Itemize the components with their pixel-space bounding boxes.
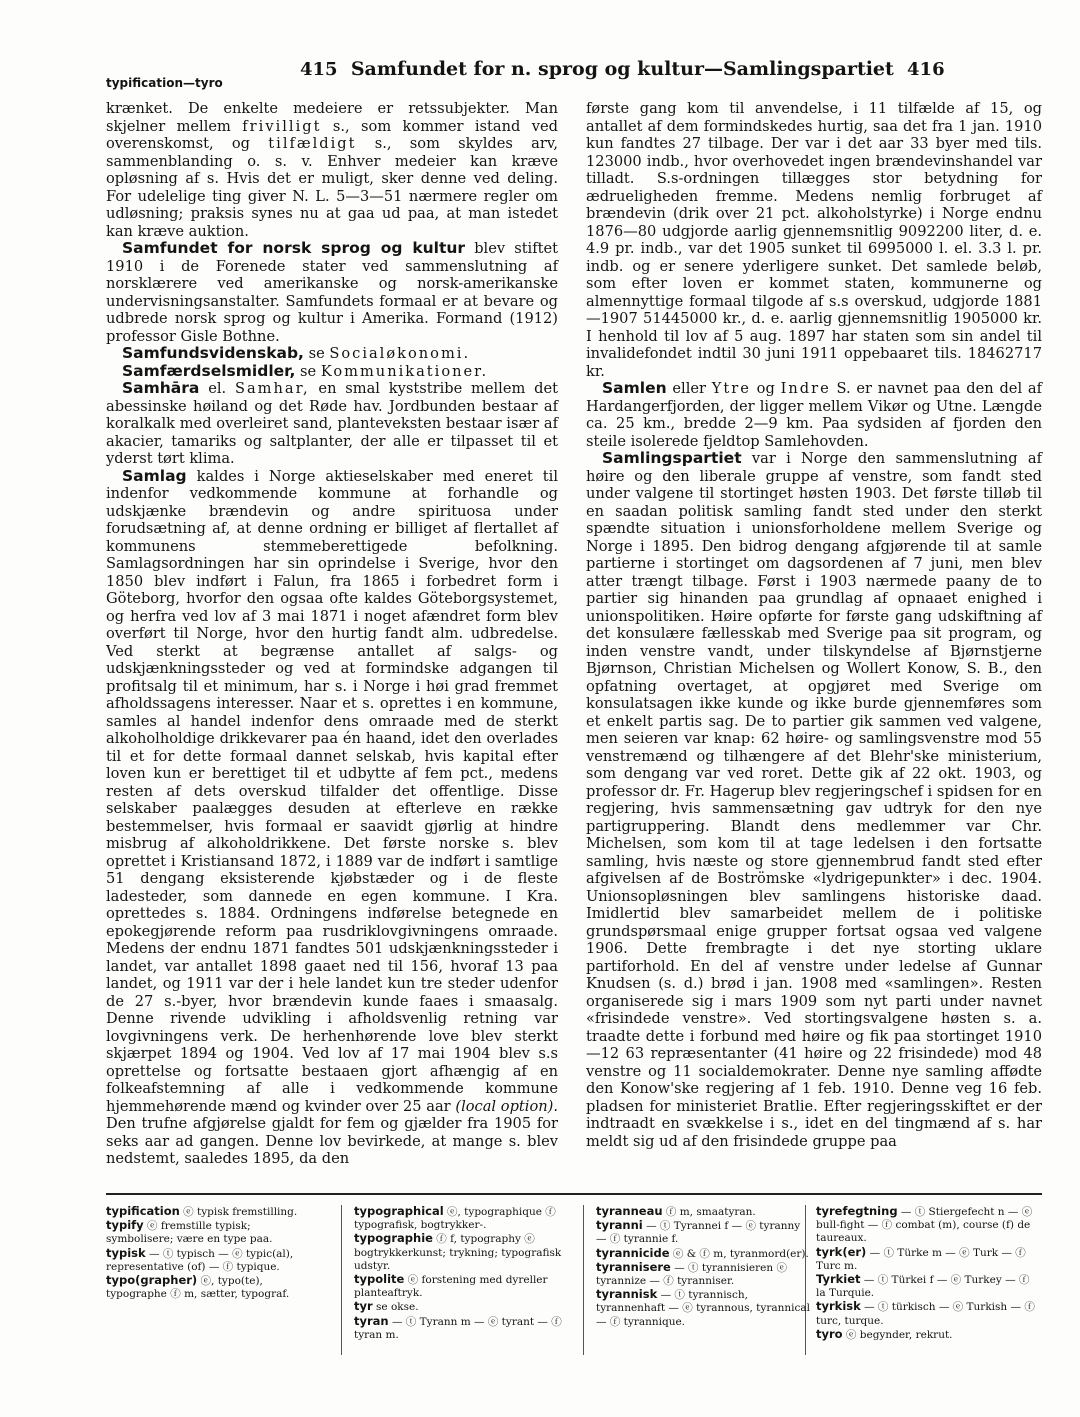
glossary-entry <box>106 1247 321 1274</box>
glossary-headword: typo(grapher) <box>106 1273 198 1288</box>
page-number-left: 415 <box>300 59 338 80</box>
glossary-entry <box>816 1246 1042 1273</box>
translation-glossary <box>106 1205 1042 1375</box>
headword: Samfundet for norsk sprog og kultur <box>122 239 466 257</box>
glossary-text: ⓔ begynder, rekrut. <box>842 1328 953 1341</box>
glossary-headword: typisk <box>106 1245 146 1260</box>
glossary-text: — ⓣ Türke m — ⓔ Turk — ⓕ Turc m. <box>816 1246 1026 1272</box>
glossary-text: ⓕ m, smaatyran. <box>662 1206 756 1218</box>
continued-paragraph: første gang kom til anvendelse, i 11 tilfælde af 15, og antallet af dem formindskedes hurtig, saa det fra 1 jan. 1910 kun fandtes 27 tilbage. Der var i det aar 33 byer med tils. 123000 indb., hvor overhovedet ingen brændevinshandel var tilladt. S.s-ordningen tillægges stor betydning for ædrueligheden fremme. Medens nemlig forbruget af brændevin (drik over 21 pct. alkoholstyrke) i Norge endnu 1876—80 udgjorde aarlig gjennemsnitlig 9092200 liter, d. e. 4.9 pr. indb., var det 1905 sunket til 6995000 l. el. 3.3 l. pr. indb. og er senere yderligere sunket. Det samlede beløb, som efter loven er kommet staten, kommunerne og almennyttige formaal tilgode af s.s overskud, udgjorde 1881—1907 51445000 kr., d. e. aarlig gjennemsnitlig 1905000 kr. I henhold til lov af 5 aug. 1897 har staten som sin andel til invalidefondet indtil 30 juni 1911 oppebaaret tils. 18462717 kr. <box>586 100 1042 380</box>
glossary-headword: tyranni <box>596 1218 643 1233</box>
text: krænket. De enkelte medeiere er retssubjekter. Man skjelner mellem <box>106 100 558 135</box>
headword: Samhāra <box>122 379 200 397</box>
glossary-text: — ⓣ türkisch — ⓔ Turkish — ⓕ turc, turque. <box>816 1301 1035 1327</box>
headword: Samfundsvidenskab, <box>122 344 304 362</box>
glossary-headword: typification <box>106 1204 180 1218</box>
glossary-text: — ⓣ Stiergefecht n — ⓔ bull-fight — ⓕ combat (m), course (f) de taureaux. <box>816 1206 1033 1245</box>
entry-text: kaldes i Norge aktieselskaber med eneret til indenfor vedkommende kommune at forhandle og udskjænke brændevin og andre spirituosa under forudsætning af, at denne ordning er billiget af flertallet af kommunens stemmeberettigede befolkning. Samlagsordningen har sin oprindelse i Sverige, hvor den 1850 blev indført i Falun, fra 1865 i forbedret form i Göteborg, hvorfor den ogsaa ofte kaldes Göteborgsystemet, og herfra ved lov af 3 mai 1871 i noget afændret form blev overført til Norge, hvor den hurtig fandt alm. udbredelse. Ved sterkt at begrænse antallet af salgs- og udskjænkningssteder og ved at formindske adgangen til profitsalg til et minimum, har s. i Norge i høi grad fremmet afholdssagens interesser. Naar et s. oprettes i en kommune, samles al handel indenfor dens omraade med de sterkt alkoholholdige drikkevarer paa én haand, idet den overlades til et for dette formaal dannet selskab, hvis kapital efter loven kun er berettiget til et udbytte af fem pct., medens resten af dets overskud tilfalder det offentlige. Disse selskaber paalægges desuden at efterleve en række bestemmelser, hvis formaal er saavidt gjørlig at hindre misbrug af alkoholdrikkene. Det første norske s. blev oprettet i Kristiansand 1872, i 1889 var de indført i samtlige 51 dengang eksisterende kjøbstæder og i de fleste ladesteder, som dannede en egen kommune. I Kra. oprettedes s. 1884. Ordningens indførelse betegnede en epokegjørende reform paa rusdriklovgivningens omraade. Medens der endnu 1871 fandtes 501 udskjænkningssteder i landet, var antallet 1898 gaaet ned til 156, hvoraf 13 paa landet, og 1911 var der i hele landet kun tre steder udenfor de 27 s.-byer, hvor brændevin kunde faaes i smaasalg. Denne rivende udvikling i afholdsvenlig retning var lovgivningens verk. De herhenhørende love blev sterkt skjærpet 1894 og 1904. Ved lov af 17 mai 1904 blev s.s oprettelse og fortsatte bestaaen gjort afhængig af en folkeafstemning af alle i vedkommende kommune hjemmehørende mænd og kvinder over 25 aar <box>106 467 558 1115</box>
entry-samfundet <box>106 240 558 345</box>
glossary-text: — ⓣ Tyrann m — ⓔ tyrant — ⓕ tyran m. <box>354 1315 562 1341</box>
cross-reference: Socialøkonomi. <box>329 345 471 362</box>
headword: Samlag <box>122 466 187 485</box>
glossary-text: ⓔ typisk fremstilling. <box>179 1206 298 1218</box>
glossary-entry <box>354 1315 569 1342</box>
glossary-text: — ⓣ tyrannisch, tyrannenhaft — ⓔ tyrannous, tyrannical — ⓕ tyrannique. <box>596 1289 810 1328</box>
entry-text: var i Norge den sammenslutning af høire og den liberale gruppe af venstre, som fandt sted under valgene til stortinget høsten 1903. Det første tilløb til en saadan politisk samling fandt sted under den sterkt spændte situation i unionsforholdene mellem Sverige og Norge i 1895. Den bidrog dengang afgjørende til at samle partierne i stortinget om dagsordenen af 7 juni, men blev atter trængt tilbage. Først i 1903 nærmede paany de to partier sig hinanden paa grundlag af opnaaet enighed i unionspolitiken. Høire opførte for første gang udskiftning af det konsulære fællesskab med Sverige paa sit program, og inden venstre vandt, under tilskyndelse af Bjørnstjerne Bjørnson, Christian Michelsen og Wollert Konow, S. B., den opfatning overtaget, at opgjøret med Sverige om konsulatsagen ikke kunde og ikke burde gjennemføres som et enkelt partis sag. De to partier gik sammen ved valgene, men seieren var knap: 62 høire- og samlingsvenstre mod 55 venstremænd og tilhængere af det Blehr'ske ministerium, som dengang var ved roret. Dette gik af 22 okt. 1903, og professor dr. Fr. Hagerup blev regjeringschef i spidsen for en regjering, hvis sammensætning gav udtryk for den nye partigruppering. Blandt dens medlemmer var Chr. Michelsen, som kom til at tage ledelsen i den fortsatte samling, hvis næste og store gjennembrud fandt sted efter afgivelsen af de Boströmske «lydrigepunkter» i dec. 1904. Unionsopløsningen blev samlingens historiske daad. Imidlertid blev samarbeidet mellem de i politiske grundspørsmaal enige grupper fortsat ogsaa ved valgene 1906. Dette frembragte i det nye storting uklare partiforhold. En del af venstre under ledelse af Gunnar Knudsen (s. d.) brød i jan. 1908 med «samlingen». Resten organiserede sig i mars 1909 som nyt parti under navnet «frisindede venstre». Ved stortingsvalgene høsten s. a. traadte dette i forbund med høire og fik paa stortinget 1910—12 63 repræsentanter (41 høire og 22 frisindede) mod 48 venstre og 11 socialdemokrater. Denne nye samling affødte den Konow'ske regjering af 1 feb. 1910. Denne veg 16 feb. pladsen for ministeriet Bratlie. Efter regjeringsskiftet er der indtraadt en svækkelse i s., idet en del tingmænd af s. har meldt sig ud af den frisindede gruppe paa <box>586 450 1042 1150</box>
glossary-entry <box>106 1219 321 1246</box>
glossary-text: ⓔ, typographique ⓕ typografisk, bogtrykker-. <box>354 1206 556 1232</box>
entry-samlen <box>586 380 1042 450</box>
page-title: Samfundet for n. sprog og kultur—Samlingspartiet <box>350 58 894 80</box>
spaced-term: Indre <box>780 380 831 397</box>
glossary-headword: tyrk(er) <box>816 1244 867 1259</box>
glossary-headword: tyranneau <box>596 1204 663 1218</box>
glossary-text: — ⓣ typisch — ⓔ typic(al), representative (of) — ⓕ typique. <box>106 1247 294 1273</box>
glossary-entry <box>354 1232 569 1273</box>
glossary-headword: tyran <box>354 1313 389 1328</box>
glossary-entry <box>354 1273 569 1300</box>
guide-words: typification—tyro <box>106 76 223 90</box>
glossary-entry <box>816 1328 1042 1342</box>
text: og <box>750 380 781 397</box>
italic-term: (local option). <box>455 1097 558 1115</box>
entry-samlingspartiet <box>586 450 1042 1150</box>
headword: Samlingspartiet <box>602 449 742 467</box>
glossary-headword: tyrannisk <box>596 1287 658 1302</box>
glossary-column-2 <box>354 1205 569 1342</box>
glossary-text: — ⓣ Tyrannei f — ⓔ tyranny — ⓕ tyrannie f. <box>596 1220 801 1246</box>
text: se <box>303 345 330 362</box>
glossary-column-3 <box>596 1205 811 1329</box>
glossary-text: — ⓣ tyrannisieren ⓔ tyrannize — ⓕ tyranniser. <box>596 1261 787 1288</box>
entry-samfaerdselsmidler <box>106 363 558 381</box>
glossary-entry <box>354 1205 569 1232</box>
left-column <box>106 100 558 1168</box>
glossary-column-1 <box>106 1205 321 1301</box>
text: se <box>295 362 321 380</box>
glossary-entry <box>816 1273 1042 1300</box>
glossary-headword: typographie <box>354 1231 433 1246</box>
page-number-right: 416 <box>907 59 945 80</box>
glossary-headword: typolite <box>354 1272 405 1287</box>
spaced-term: tilfældigt <box>268 135 357 152</box>
continued-paragraph <box>106 100 558 240</box>
text: s., som kommer istand ved overenskomst, og <box>106 117 558 152</box>
glossary-text: ⓔ, typo(te), typographe ⓕ m, sætter, typograf. <box>106 1275 290 1301</box>
glossary-entry <box>816 1300 1042 1327</box>
glossary-headword: tyrkisk <box>816 1299 861 1314</box>
spaced-term: Ytre <box>711 380 751 397</box>
glossary-entry <box>354 1300 569 1314</box>
glossary-headword: typographical <box>354 1204 444 1218</box>
entry-samfundsvidenskab <box>106 345 558 363</box>
spaced-term: Samhar, <box>234 380 310 397</box>
glossary-headword: tyrannicide <box>596 1245 670 1260</box>
glossary-entry <box>596 1261 811 1288</box>
right-column <box>586 100 1042 1150</box>
cross-reference: Kommunikationer. <box>320 362 489 380</box>
glossary-headword: tyrefegtning <box>816 1204 898 1218</box>
glossary-entry <box>106 1274 321 1301</box>
headword: Samlen <box>602 379 667 397</box>
text: s., som skyldes arv, sammenblanding o. s. v. Enhver medeier kan kræve opløsning af s. Hvis det er muligt, sker denne ved deling. For udelelige ting giver N. L. 5—3—51 nærmere regler om udløsning; praksis synes nu at gaa ud paa, at man istedet kan kræve auktion. <box>106 135 558 240</box>
glossary-headword: tyrannisere <box>596 1259 671 1274</box>
entry-text: Den trufne afgjørelse gjaldt for fem og gjælder fra 1905 for seks aar ad gangen. Denne lov bevirkede, at mange s. blev nedstemt, saaledes 1895, da den <box>106 1115 558 1167</box>
running-header <box>300 58 945 80</box>
entry-text: en smal kyststribe mellem det abessinske høiland og det Røde hav. Jordbunden bestaar af koralkalk med overleiret sand, planteveksten bestaar især af akacier, tamariks og saltplanter, der alle er tilpasset til et yderst tørt klima. <box>106 380 558 467</box>
entry-samlag <box>106 468 558 1168</box>
glossary-entry <box>596 1205 811 1219</box>
glossary-entry <box>596 1247 811 1261</box>
entry-samhara <box>106 380 558 468</box>
entry-text: blev stiftet 1910 i de Forenede stater ved sammenslutning af norsklærere ved amerikanske og norsk-amerikanske undervisningsanstalter. Samfundets formaal er at bevare og udbrede norsk sprog og kultur i Amerika. Formand (1912) professor Gisle Bothne. <box>106 240 558 345</box>
spaced-term: frivilligt <box>242 117 322 135</box>
entry-text: S. er navnet paa den del af Hardangerfjorden, der ligger mellem Vikør og Utne. Længde ca. 25 km., bredde 2—9 km. Paa sydsiden af fjorden den steile isolerede fjeldtop Samlehovden. <box>586 380 1042 450</box>
glossary-entry <box>596 1219 811 1246</box>
glossary-headword: tyr <box>354 1299 373 1314</box>
glossary-entry <box>816 1205 1042 1246</box>
glossary-headword: typify <box>106 1218 144 1233</box>
glossary-text: ⓔ forstening med dyreller planteaftryk. <box>354 1274 548 1300</box>
glossary-text: ⓔ & ⓕ m, tyranmord(er). <box>669 1247 809 1260</box>
glossary-text: ⓕ f, typography ⓔ bogtrykkerkunst; trykning; typografisk udstyr. <box>354 1233 562 1272</box>
glossary-text: — ⓣ Türkei f — ⓔ Turkey — ⓕ la Turquie. <box>816 1274 1030 1300</box>
text: eller <box>666 380 712 397</box>
headword: Samfærdselsmidler, <box>122 361 296 380</box>
glossary-column-4 <box>816 1205 1042 1342</box>
glossary-text: ⓔ fremstille typisk; symbolisere; være en type paa. <box>106 1220 273 1246</box>
footer-divider <box>106 1193 1042 1195</box>
text: el. <box>199 380 235 397</box>
glossary-headword: tyro <box>816 1326 843 1341</box>
glossary-text: se okse. <box>372 1301 419 1314</box>
glossary-entry <box>596 1288 811 1329</box>
glossary-headword: Tyrkiet <box>816 1272 861 1287</box>
glossary-entry <box>106 1205 321 1219</box>
